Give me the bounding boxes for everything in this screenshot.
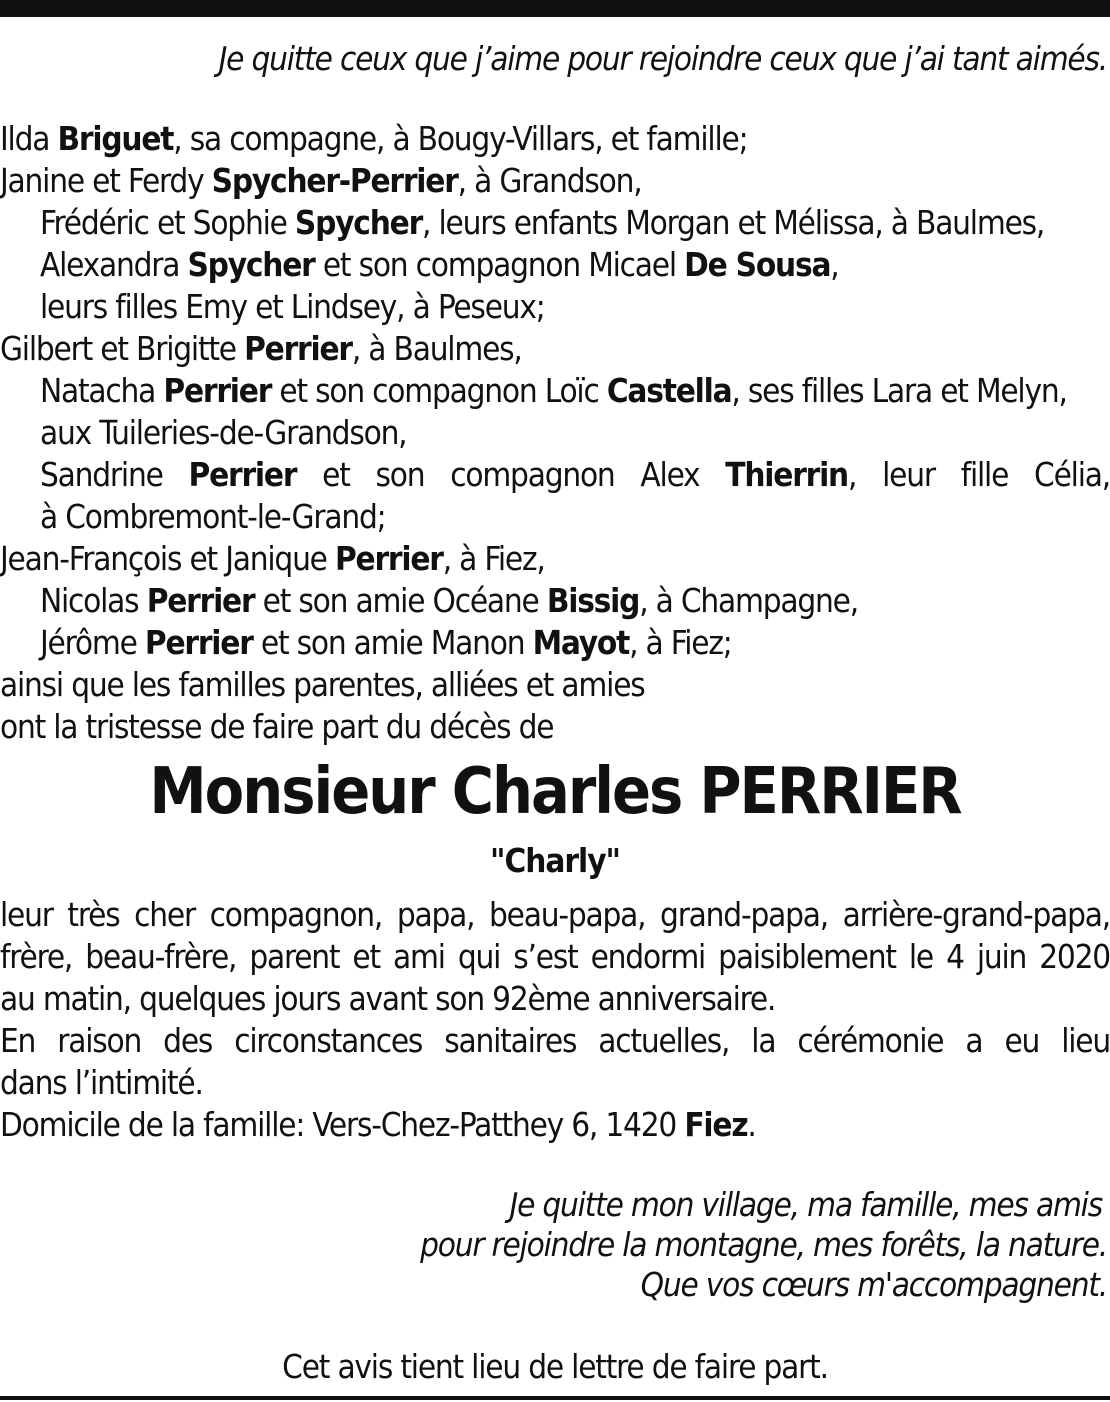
family-line-15: ont la tristesse de faire part du décès de: [0, 707, 554, 746]
family-line-6: Gilbert et Brigitte Perrier, à Baulmes,: [0, 329, 522, 368]
family-line-1: Ilda Briguet, sa compagne, à Bougy-Villars, et famille;: [0, 119, 748, 158]
top-rule: [0, 0, 1110, 17]
opening-quote: Je quitte ceux que j’aime pour rejoindre ceux que j’ai tant aimés.: [218, 39, 1107, 78]
poem-line-3: Que vos cœurs m'accompagnent.: [640, 1265, 1107, 1304]
body-line-1: leur très cher compagnon, papa, beau-papa, grand-papa, arrière-grand-papa,: [0, 895, 1110, 934]
family-line-4: Alexandra Spycher et son compagnon Micael De Sousa,: [40, 245, 839, 284]
family-line-2: Janine et Ferdy Spycher-Perrier, à Grandson,: [0, 161, 642, 200]
family-line-14: ainsi que les familles parentes, alliées et amies: [0, 665, 645, 704]
body-line-5: dans l’intimité.: [0, 1063, 203, 1102]
family-line-13: Jérôme Perrier et son amie Manon Mayot, à Fiez;: [40, 623, 732, 662]
footer-note: Cet avis tient lieu de lettre de faire part.: [282, 1347, 828, 1386]
family-line-12: Nicolas Perrier et son amie Océane Bissig, à Champagne,: [40, 581, 858, 620]
body-line-3: au matin, quelques jours avant son 92ème anniversaire.: [0, 979, 776, 1018]
family-line-8: aux Tuileries-de-Grandson,: [40, 413, 407, 452]
deceased-nickname: "Charly": [489, 841, 621, 880]
poem-line-1: Je quitte mon village, ma famille, mes amis: [509, 1185, 1102, 1224]
family-line-9: Sandrine Perrier et son compagnon Alex Thierrin, leur fille Célia,: [40, 455, 1110, 494]
poem-line-2: pour rejoindre la montagne, mes forêts, la nature.: [420, 1225, 1107, 1264]
family-line-5: leurs filles Emy et Lindsey, à Peseux;: [40, 287, 545, 326]
bottom-rule: [0, 1396, 1110, 1400]
address-line: Domicile de la famille: Vers-Chez-Patthey 6, 1420 Fiez.: [0, 1105, 756, 1144]
deceased-name: Monsieur Charles PERRIER: [149, 755, 961, 829]
family-line-10: à Combremont-le-Grand;: [40, 497, 386, 536]
family-line-7: Natacha Perrier et son compagnon Loïc Castella, ses filles Lara et Melyn,: [40, 371, 1067, 410]
family-line-11: Jean-François et Janique Perrier, à Fiez,: [0, 539, 545, 578]
body-line-2: frère, beau-frère, parent et ami qui s’est endormi paisiblement le 4 juin 2020: [0, 937, 1110, 976]
family-line-3: Frédéric et Sophie Spycher, leurs enfants Morgan et Mélissa, à Baulmes,: [40, 203, 1045, 242]
body-line-4: En raison des circonstances sanitaires actuelles, la cérémonie a eu lieu: [0, 1021, 1110, 1060]
